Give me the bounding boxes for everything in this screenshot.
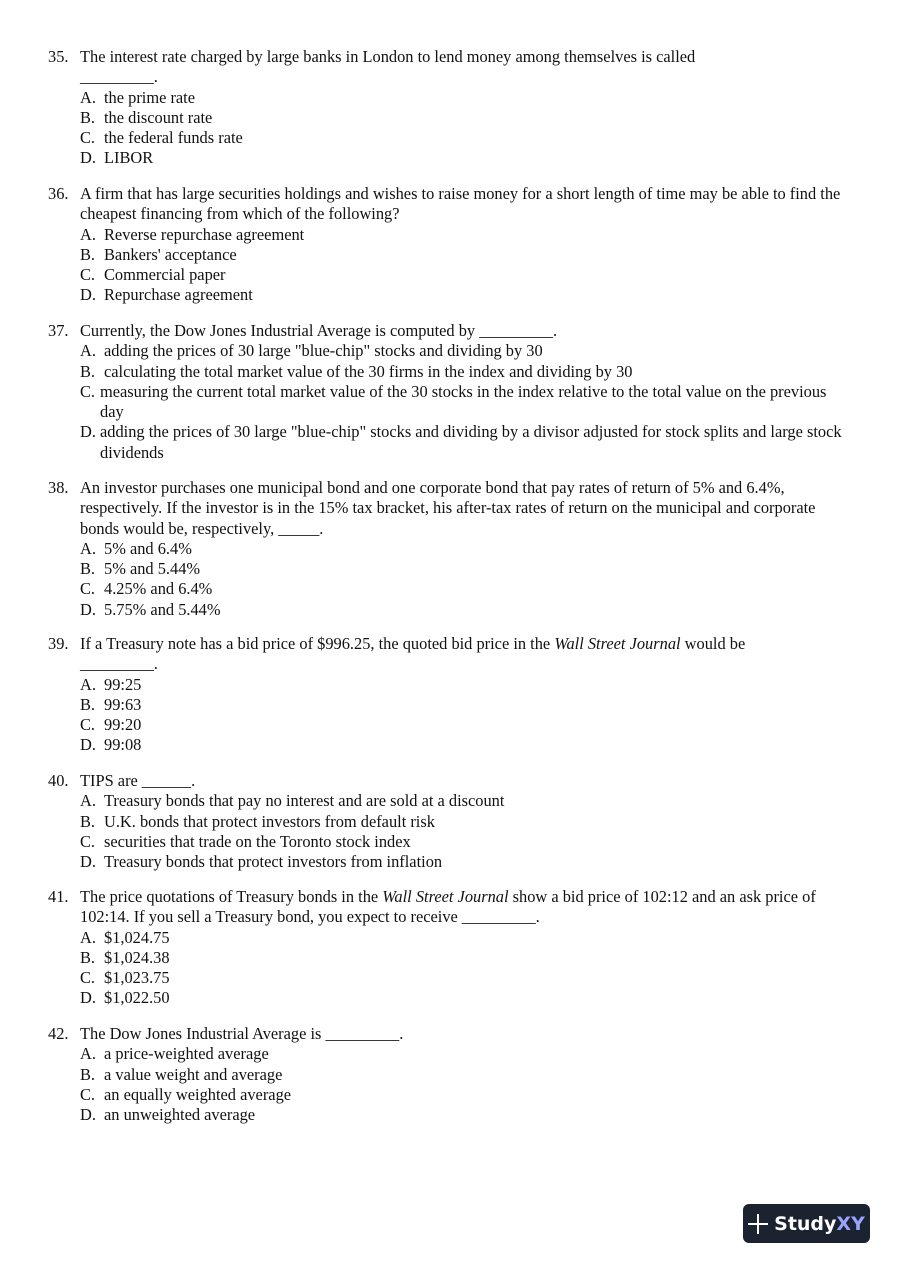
question-number: 39. <box>48 634 69 653</box>
option-c: C. Commercial paper <box>80 265 226 285</box>
option-b: B. the discount rate <box>80 107 213 127</box>
question-number: 36. <box>48 184 69 203</box>
question-stem: An investor purchases one municipal bond and one corporate bond that pay rates of return of 5% and 6.4%, respectively. If the investor is in the 15% tax bracket, his after-tax rates of return on the municipal and corporate bonds would be, respectively, _____. <box>80 478 816 538</box>
question-40 <box>48 771 848 872</box>
logo-wordmark: StudyXY <box>774 1212 865 1235</box>
question-number: 42. <box>48 1024 69 1043</box>
option-list <box>80 1044 848 1125</box>
option-d: D. LIBOR <box>80 148 154 168</box>
option-list <box>80 928 848 1009</box>
question-stem: The interest rate charged by large banks in London to lend money among themselves is called <box>80 47 696 66</box>
option-c: C. 4.25% and 6.4% <box>80 579 213 599</box>
question-stem: If a Treasury note has a bid price of $996.25, the quoted bid price in the Wall Street Journal would be <box>80 634 746 653</box>
option-d: D. 5.75% and 5.44% <box>80 599 221 619</box>
option-b: B. calculating the total market value of the 30 firms in the index and dividing by 30 <box>80 361 633 381</box>
option-a: A. adding the prices of 30 large "blue-chip" stocks and dividing by 30 <box>80 341 543 361</box>
question-number: 41. <box>48 887 69 906</box>
option-d: D. adding the prices of 30 large "blue-chip" stocks and dividing by a divisor adjusted for stock splits and large stock dividends <box>80 422 842 462</box>
question-number: 38. <box>48 478 69 497</box>
option-d: D. Treasury bonds that protect investors from inflation <box>80 852 443 872</box>
publication-title: Wall Street Journal <box>554 634 681 653</box>
option-c: C. 99:20 <box>80 715 142 735</box>
option-c: C. measuring the current total market value of the 30 stocks in the index relative to the total value on the previous day <box>80 381 827 422</box>
option-d: D. 99:08 <box>80 735 142 755</box>
question-41 <box>48 887 848 1009</box>
option-a: A. 5% and 6.4% <box>80 538 192 558</box>
option-d: D. Repurchase agreement <box>80 285 253 305</box>
plus-icon <box>748 1214 768 1234</box>
option-a: A. $1,024.75 <box>80 927 170 947</box>
option-b: B. U.K. bonds that protect investors from default risk <box>80 811 435 831</box>
option-c: C. $1,023.75 <box>80 968 170 988</box>
question-stem-continuation: _________. <box>80 67 158 87</box>
option-b: B. 99:63 <box>80 694 142 714</box>
studyxy-logo[interactable] <box>743 1204 870 1243</box>
question-number: 35. <box>48 47 69 66</box>
option-list <box>80 791 848 872</box>
option-list <box>80 341 848 463</box>
option-a: A. Treasury bonds that pay no interest and are sold at a discount <box>80 791 505 811</box>
question-stem: A firm that has large securities holdings and wishes to raise money for a short length of time may be able to find the cheapest financing from which of the following? <box>80 184 841 224</box>
option-list <box>80 88 848 169</box>
question-38 <box>48 478 848 620</box>
question-42 <box>48 1024 848 1125</box>
option-d: D. $1,022.50 <box>80 988 170 1008</box>
question-36 <box>48 184 848 306</box>
question-number: 40. <box>48 771 69 790</box>
option-c: C. an equally weighted average <box>80 1084 292 1104</box>
publication-title: Wall Street Journal <box>382 887 509 906</box>
option-a: A. a price-weighted average <box>80 1044 269 1064</box>
question-stem-continuation: _________. <box>80 654 158 674</box>
option-b: B. a value weight and average <box>80 1064 283 1084</box>
option-a: A. Reverse repurchase agreement <box>80 224 305 244</box>
question-number: 37. <box>48 321 69 340</box>
option-list <box>80 675 848 756</box>
option-a: A. 99:25 <box>80 674 142 694</box>
question-stem: The price quotations of Treasury bonds in the Wall Street Journal show a bid price of 102:12 and an ask price of 102:14. If you sell a Treasury bond, you expect to receive _________. <box>80 887 816 927</box>
option-c: C. the federal funds rate <box>80 128 243 148</box>
option-b: B. $1,024.38 <box>80 947 170 967</box>
question-stem: TIPS are ______. <box>80 771 196 790</box>
option-list <box>80 225 848 306</box>
option-d: D. an unweighted average <box>80 1105 256 1125</box>
option-b: B. Bankers' acceptance <box>80 244 237 264</box>
option-b: B. 5% and 5.44% <box>80 559 201 579</box>
question-35 <box>48 47 848 169</box>
option-a: A. the prime rate <box>80 87 196 107</box>
question-37 <box>48 321 848 463</box>
question-stem: Currently, the Dow Jones Industrial Average is computed by _________. <box>80 321 558 340</box>
question-39 <box>48 634 848 756</box>
option-c: C. securities that trade on the Toronto stock index <box>80 831 411 851</box>
option-list <box>80 539 848 620</box>
question-stem: The Dow Jones Industrial Average is _________. <box>80 1024 404 1043</box>
